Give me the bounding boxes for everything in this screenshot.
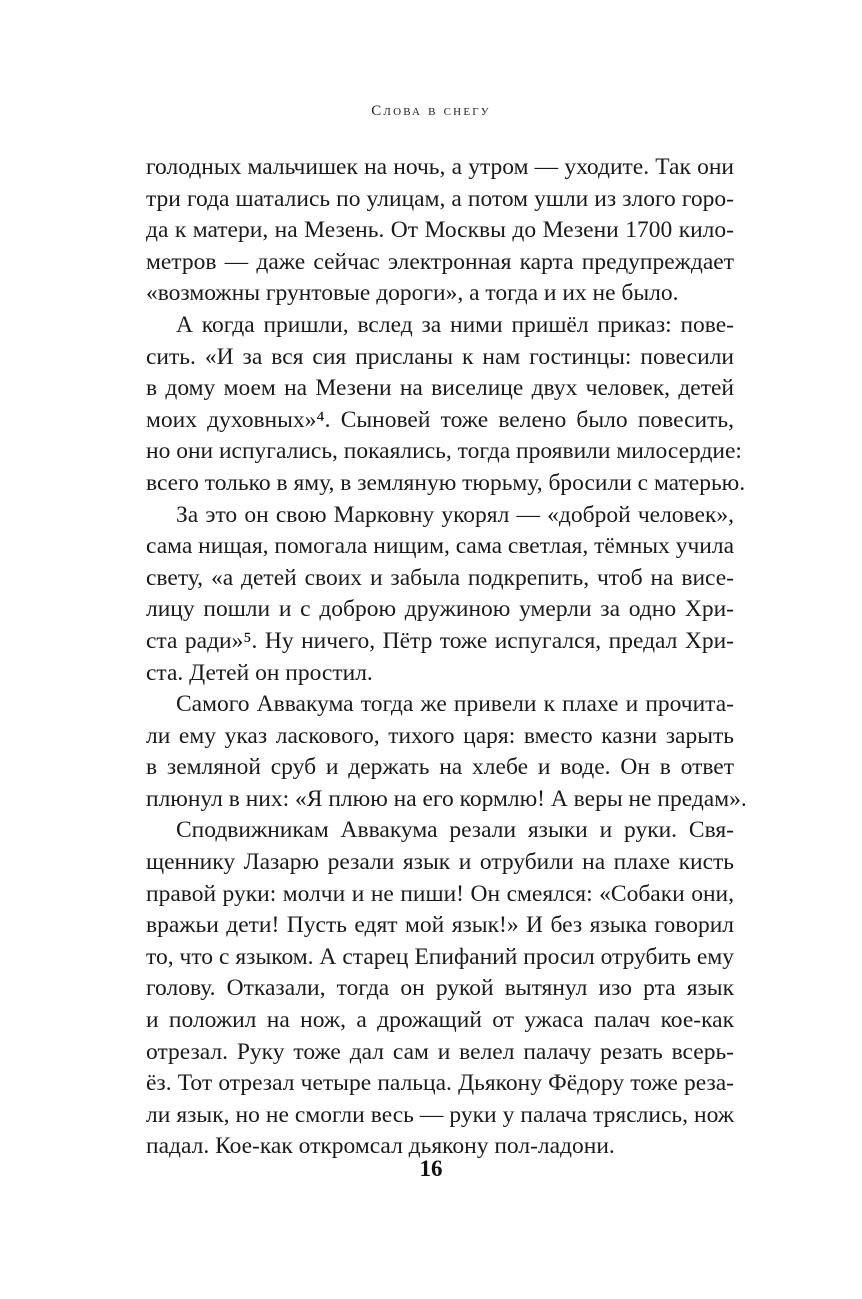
page-number: 16 (419, 1156, 443, 1181)
text-line: то, что с языком. А старец Епифаний просил отрубить ему (146, 943, 734, 970)
text-line: Самого Аввакума тогда же привели к плахе и прочита- (176, 691, 734, 718)
text-line: плюнул в них: «Я плюю на его кормлю! А веры не предам». (146, 785, 747, 812)
text-line: отрезал. Руку тоже дал сам и велел палачу резать всерь- (146, 1038, 734, 1065)
text-line: в дому моем на Мезени на виселице двух человек, детей (146, 375, 734, 402)
text-line: метров — даже сейчас электронная карта предупреждает (146, 248, 734, 275)
text-line: три года шатались по улицам, а потом ушли из злого горо- (146, 185, 734, 212)
text-line: сить. «И за вся сия присланы к нам гостинцы: повесили (146, 343, 734, 370)
text-line: ли ему указ ласкового, тихого царя: вместо казни зарыть (146, 722, 734, 749)
text-line: Сподвижникам Аввакума резали языки и руки. Свя- (176, 817, 734, 844)
text-line: падал. Кое-как откромсал дьякону пол-ладони. (146, 1133, 615, 1160)
paragraph (146, 689, 747, 815)
text-line: да к матери, на Мезень. От Москвы до Мезени 1700 кило- (146, 217, 734, 244)
text-line: ста ради»⁵. Ну ничего, Пётр тоже испугался, предал Хри- (146, 627, 734, 654)
text-line: ста. Детей он простил. (146, 659, 373, 686)
text-line: но они испугались, покаялись, тогда проявили милосердие: (146, 438, 742, 465)
text-line: правой руки: молчи и не пиши! Он смеялся: «Собаки они, (146, 880, 734, 907)
text-line: вражьи дети! Пусть едят мой язык!» И без языка говорил (146, 912, 734, 939)
text-line: ли язык, но не смогли весь — руки у палача тряслись, нож (146, 1101, 734, 1128)
body-text (146, 152, 747, 1163)
paragraph (146, 815, 734, 1163)
text-line: в земляной сруб и держать на хлебе и воде. Он в ответ (146, 754, 734, 781)
text-line: и положил на нож, а дрожащий от ужаса палач кое-как (146, 1007, 734, 1034)
text-line: всего только в яму, в земляную тюрьму, бросили с матерью. (146, 469, 746, 496)
text-line: щеннику Лазарю резали язык и отрубили на плахе кисть (146, 849, 734, 876)
text-line: ёз. Тот отрезал четыре пальца. Дьякону Фёдору тоже реза- (146, 1070, 734, 1097)
text-line: А когда пришли, вслед за ними пришёл приказ: пове- (176, 311, 734, 338)
paragraph (146, 500, 734, 690)
text-line: голову. Отказали, тогда он рукой вытянул изо рта язык (146, 975, 734, 1002)
text-line: голодных мальчишек на ночь, а утром — уходите. Так они (146, 154, 734, 180)
text-line: моих духовных»⁴. Сыновей тоже велено было повесить, (146, 406, 734, 433)
text-line: сама нищая, помогала нищим, сама светлая, тёмных учила (146, 533, 734, 560)
text-line: За это он свою Марковну укорял — «доброй человек», (176, 501, 734, 528)
running-head: Слова в снегу (371, 103, 491, 119)
paragraph (146, 310, 746, 500)
paragraph (146, 152, 734, 310)
text-line: свету, «а детей своих и забыла подкрепить, чтоб на висе- (146, 564, 734, 591)
text-line: лицу пошли и с доброю дружиною умерли за одно Хри- (146, 596, 734, 623)
text-line: «возможны грунтовые дороги», а тогда и их не было. (146, 280, 679, 307)
